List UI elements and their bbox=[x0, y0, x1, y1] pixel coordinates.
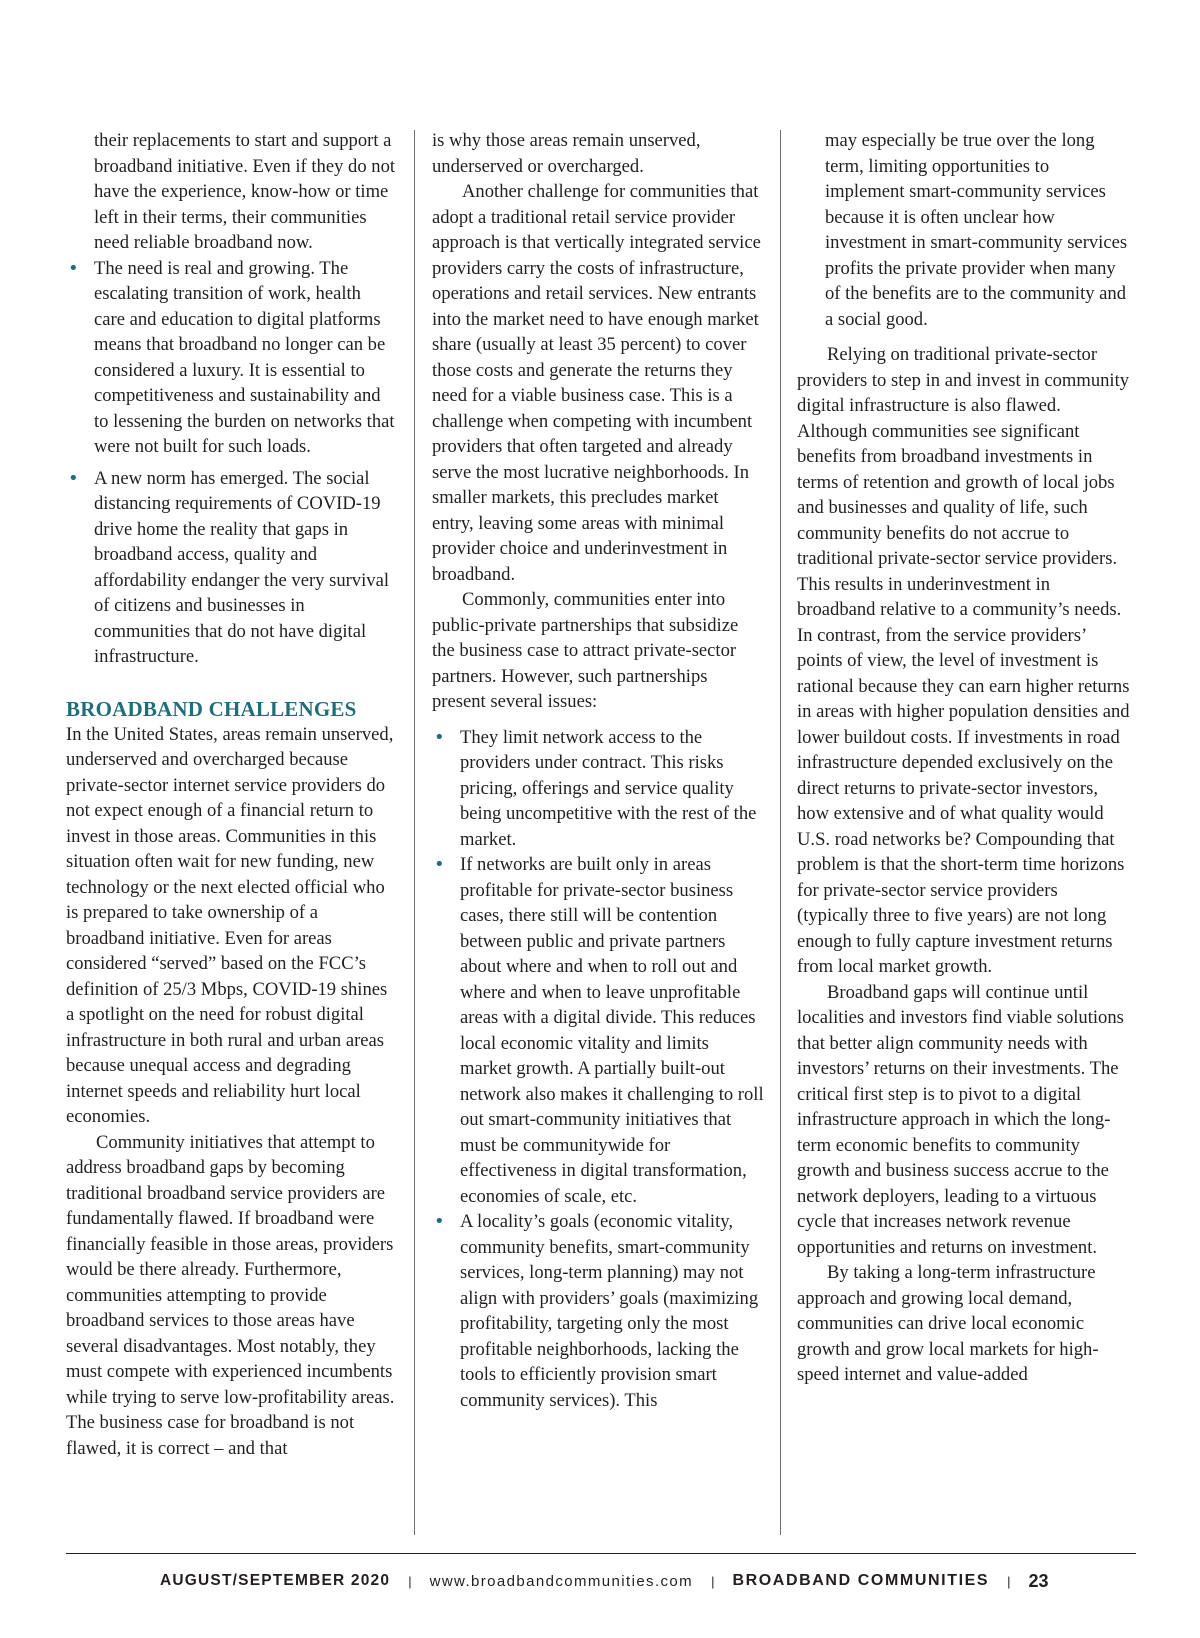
list-item: • The need is real and growing. The escalating transition of work, health care and education to digital platforms means that broadband no longer can be considered a luxury. It is essential to competitiveness and sustainability and to lessening the burden on networks that were not built for such loads. bbox=[66, 256, 396, 460]
list-item: • If networks are built only in areas profitable for private-sector business cases, there still will be contention between public and private partners about where and when to roll out and where and when to leave unprofitable areas with a digital divide. This reduces local economic vitality and limits market growth. A partially built-out network also makes it challenging to roll out smart-community initiatives that must be communitywide for effectiveness in digital transformation, economies of scale, etc. bbox=[432, 852, 764, 1209]
body-paragraph: Commonly, communities enter into public-private partnerships that subsidize the business case to attract private-sector partners. However, such partnerships present several issues: bbox=[432, 589, 739, 712]
continued-bullet-text: may especially be true over the long term, limiting opportunities to implement smart-community services because it is often unclear how investment in smart-community services profits the private provider when many of the benefits are to the community and a social good. bbox=[825, 130, 1128, 330]
list-item: • A locality’s goals (economic vitality, community benefits, smart-community services, long-term planning) may not align with providers’ goals (maximizing profitability, targeting only the most profitable neighborhoods, lacking the tools to efficiently provision smart community services). This bbox=[432, 1209, 764, 1413]
body-paragraph: By taking a long-term infrastructure approach and growing local demand, communities can drive local economic growth and grow local markets for high-speed internet and value-added bbox=[797, 1262, 1099, 1385]
body-paragraph: Community initiatives that attempt to address broadband gaps by becoming traditional broadband service providers are fundamentally flawed. If broadband were financially feasible in those areas, providers would be there already. Furthermore, communities attempting to provide broadband services to those areas have several disadvantages. Most notably, they must compete with experienced incumbents while trying to serve low-profitability areas. The business case for broadband is not flawed, it is correct – and that bbox=[66, 1131, 395, 1459]
list-item: • They limit network access to the providers under contract. This risks pricing, offerings and service quality being uncompetitive with the rest of the market. bbox=[432, 725, 764, 853]
footer-divider bbox=[66, 1553, 1136, 1554]
body-paragraph: In the United States, areas remain unserved, underserved and overcharged because private-sector internet service providers do not expect enough of a financial return to invest in those areas. Communities in this situation often wait for new funding, new technology or the next elected official who is prepared to take ownership of a broadband initiative. Even for areas considered “served” based on the FCC’s definition of 25/3 Mbps, COVID-19 shines a spotlight on the need for robust digital infrastructure in both rural and urban areas because unequal access and degrading internet speeds and reliability hurt local economies. bbox=[66, 723, 394, 1127]
footer-separator: | bbox=[711, 1573, 715, 1589]
article-column-2 bbox=[432, 128, 764, 1413]
bullet-list bbox=[432, 725, 764, 1414]
footer-separator: | bbox=[1007, 1573, 1011, 1589]
column-divider bbox=[780, 130, 781, 1535]
continued-bullet-text: their replacements to start and support a broadband initiative. Even if they do not have the experience, know-how or time left in their terms, their communities need reliable broadband now. bbox=[94, 130, 396, 253]
bullet-list bbox=[66, 256, 396, 670]
column-divider bbox=[414, 130, 415, 1535]
page-number: 23 bbox=[1028, 1570, 1049, 1591]
body-paragraph: Broadband gaps will continue until localities and investors find viable solutions that better align community needs with investors’ returns on their investments. The critical first step is to pivot to a digital infrastructure approach in which the long-term economic benefits to community growth and business success accrue to the network deployers, leading to a virtuous cycle that increases network revenue opportunities and returns on investment. bbox=[797, 981, 1124, 1258]
website-link[interactable]: www.broadbandcommunities.com bbox=[429, 1572, 694, 1590]
page-footer bbox=[160, 1566, 1136, 1596]
section-heading: BROADBAND CHALLENGES bbox=[66, 696, 357, 721]
list-item: • A new norm has emerged. The social distancing requirements of COVID-19 drive home the reality that gaps in broadband access, quality and affordability endanger the very survival of citizens and businesses in communities that do not have digital infrastructure. bbox=[66, 466, 396, 670]
footer-separator: | bbox=[408, 1573, 412, 1589]
magazine-name: BROADBAND COMMUNITIES bbox=[732, 1572, 990, 1589]
article-column-1 bbox=[66, 128, 396, 1461]
body-paragraph: Relying on traditional private-sector providers to step in and invest in community digital infrastructure is also flawed. Although communities see significant benefits from broadband investments in terms of retention and growth of local jobs and businesses and quality of life, such community benefits do not accrue to traditional private-sector service providers. This results in underinvestment in broadband relative to a community’s needs. In contrast, from the service providers’ points of view, the level of investment is rational because they can earn higher returns in areas with higher population densities and lower buildout costs. If investments in road infrastructure depended exclusively on the direct returns to private-sector investors, how extensive and of what quality would U.S. road networks be? Compounding that problem is that the short-term time horizons for private-sector service providers (typically three to five years) are not long enough to fully capture investment returns from local market growth. bbox=[797, 344, 1130, 977]
body-paragraph: Another challenge for communities that adopt a traditional retail service provider approach is that vertically integrated service providers carry the costs of infrastructure, operations and retail services. New entrants into the market need to have enough market share (usually at least 35 percent) to cover those costs and generate the returns they need for a viable business case. This is a challenge when competing with incumbent providers that often targeted and already serve the most lucrative neighborhoods. In smaller markets, this precludes market entry, leaving some areas with minimal provider choice and underinvestment in broadband. bbox=[432, 181, 761, 585]
article-column-3 bbox=[797, 128, 1132, 1388]
issue-date: AUGUST/SEPTEMBER 2020 bbox=[160, 1572, 391, 1589]
body-paragraph: is why those areas remain unserved, underserved or overcharged. bbox=[432, 130, 701, 177]
